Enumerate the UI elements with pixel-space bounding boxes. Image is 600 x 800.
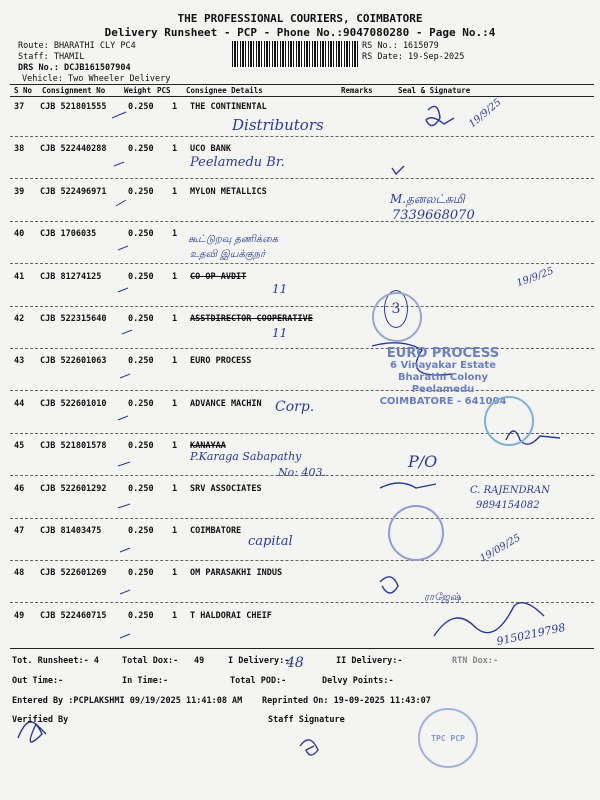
route: Route: BHARATHI CLY PC4 — [18, 41, 136, 51]
tot-runsheet: Tot. Runsheet:- 4 — [12, 656, 99, 666]
row-sno: 48 — [14, 568, 25, 578]
sig-r46 — [380, 483, 436, 488]
row-weight: 0.250 — [128, 229, 154, 239]
hw-circled-3: 3 — [384, 290, 408, 328]
drs-no: DRS No.: DCJB161507904 — [18, 63, 131, 73]
row-consignee: ASSTDIRECTOR COOPERATIVE — [190, 314, 313, 324]
hw-r39-phone: 7339668070 — [392, 208, 475, 223]
row-pcs: 1 — [172, 441, 178, 451]
stamp-euro-name: EURO PROCESS — [386, 346, 500, 361]
row-pcs: 1 — [172, 526, 178, 536]
hw-r40-line2: உதவி இயக்குநர் — [190, 249, 266, 260]
rtn-dox: RTN Dox:- — [452, 656, 499, 666]
rs-date: RS Date: 19-Sep-2025 — [362, 52, 465, 62]
delvy-points: Delvy Points:- — [322, 676, 394, 686]
row-consignment: CJB 1706035 — [40, 229, 97, 239]
row-consignee: SRV ASSOCIATES — [190, 484, 262, 494]
row-weight: 0.250 — [128, 356, 154, 366]
row-weight: 0.250 — [128, 611, 154, 621]
row-weight: 0.250 — [128, 484, 154, 494]
runsheet-subtitle: Delivery Runsheet - PCP - Phone No.:9047080280 - Page No.:4 — [104, 26, 496, 39]
hw-r46-name: C. RAJENDRAN — [470, 485, 550, 496]
hw-distributors: Distributors — [232, 116, 324, 134]
row-weight: 0.250 — [128, 102, 154, 112]
row-pcs: 1 — [172, 356, 178, 366]
row-pcs: 1 — [172, 229, 178, 239]
vehicle: Vehicle: Two Wheeler Delivery — [22, 74, 171, 84]
hw-r45-name: P.Karaga Sabapathy — [190, 450, 302, 463]
col-pcs: PCS — [157, 86, 171, 95]
total-pod: Total POD:- — [230, 676, 287, 686]
col-weight: Weight — [124, 86, 152, 95]
col-seal: Seal & Signature — [398, 86, 471, 95]
row-sno: 49 — [14, 611, 25, 621]
row-consignee: T HALDORAI CHEIF — [190, 611, 272, 621]
total-dox-label: Total Dox:- — [122, 656, 179, 666]
row-weight: 0.250 — [128, 441, 154, 451]
hw-r49-phone: 9150219798 — [495, 620, 567, 649]
row-pcs: 1 — [172, 611, 178, 621]
hw-r45-no: No: 403. — [278, 466, 326, 479]
stamp-euro-addr2: Bharathi Colony — [397, 372, 489, 383]
row-consignment: CJB 81274125 — [40, 272, 102, 282]
row-pcs: 1 — [172, 272, 178, 282]
row-consignment: CJB 521801555 — [40, 102, 107, 112]
rs-no: RS No.: 1615079 — [362, 41, 439, 51]
hw-in-delivery: 48 — [286, 655, 304, 671]
hw-date-a: 19/9/25 — [466, 96, 504, 131]
row-consignment: CJB 522601269 — [40, 568, 107, 578]
row-sno: 37 — [14, 102, 25, 112]
checkmark-r38 — [392, 166, 404, 174]
row-weight: 0.250 — [128, 187, 154, 197]
row-pcs: 1 — [172, 568, 178, 578]
row-sno: 39 — [14, 187, 25, 197]
row-weight: 0.250 — [128, 526, 154, 536]
row-sno: 38 — [14, 144, 25, 154]
row-weight: 0.250 — [128, 568, 154, 578]
stamp-euro-city: COIMBATORE - 641004 — [379, 396, 507, 407]
hw-capital: capital — [248, 534, 293, 549]
col-remarks: Remarks — [341, 86, 373, 95]
stamp-circle-faint — [372, 292, 422, 342]
row-consignee: ADVANCE MACHIN — [190, 399, 262, 409]
hw-corp: Corp. — [275, 399, 315, 415]
row-weight: 0.250 — [128, 314, 154, 324]
row-consignment: CJB 81403475 — [40, 526, 102, 536]
staff-signature: Staff Signature — [268, 715, 345, 725]
row-pcs: 1 — [172, 187, 178, 197]
staff: Staff: THAMIL — [18, 52, 85, 62]
row-sno: 40 — [14, 229, 25, 239]
hw-r46-phone: 9894154082 — [476, 500, 540, 511]
stamp-euro-addr1: 6 Vinayakar Estate — [390, 360, 496, 371]
row-sno: 41 — [14, 272, 25, 282]
row-consignment: CJB 522496971 — [40, 187, 107, 197]
row-consignment: CJB 522601292 — [40, 484, 107, 494]
footer-rule — [10, 648, 594, 649]
row-sno: 45 — [14, 441, 25, 451]
row-pcs: 1 — [172, 314, 178, 324]
row-sno: 42 — [14, 314, 25, 324]
row-sno: 43 — [14, 356, 25, 366]
row-consignment: CJB 522460715 — [40, 611, 107, 621]
row-consignment: CJB 521801578 — [40, 441, 107, 451]
row-pcs: 1 — [172, 144, 178, 154]
sig-r37 — [426, 106, 454, 125]
row-pcs: 1 — [172, 484, 178, 494]
col-consignment: Consignment No — [42, 86, 106, 95]
row-consignment: CJB 522315640 — [40, 314, 107, 324]
total-dox-value: 49 — [194, 656, 205, 666]
col-sno: S No — [14, 86, 33, 95]
verified-by: Verified By — [12, 715, 69, 725]
row-consignee: KANAYAA — [190, 441, 226, 451]
out-time: Out Time:- — [12, 676, 64, 686]
stamp-tpc-pcp: TPC PCP — [418, 708, 478, 768]
stamp-round-blue — [484, 396, 534, 446]
sig-r48 — [380, 577, 398, 593]
row-pcs: 1 — [172, 102, 178, 112]
hw-r41-ditto: 11 — [272, 282, 288, 296]
hw-date-c: 19/09/25 — [478, 532, 523, 565]
hw-r40-line1: கூட்டுறவு தணிக்கை — [188, 234, 279, 245]
hw-date-b: 19/9/25 — [515, 265, 556, 290]
hw-r48: ராஜேஷ் — [424, 592, 462, 603]
stamp-round-r47 — [388, 505, 444, 561]
stamp-euro-addr3: Peelamedu — [411, 384, 475, 395]
i-delivery: I Delivery:- — [228, 656, 290, 666]
hw-peelamedu: Peelamedu Br. — [190, 155, 285, 170]
row-consignment: CJB 522601010 — [40, 399, 107, 409]
row-sno: 44 — [14, 399, 25, 409]
hw-r39-name: M.தனலட்சுமி — [390, 192, 465, 206]
row-consignee: THE CONTINENTAL — [190, 102, 267, 112]
hw-r42-ditto: 11 — [272, 326, 288, 340]
row-consignment: CJB 522601063 — [40, 356, 107, 366]
row-consignee: EURO PROCESS — [190, 356, 252, 366]
tick-marks — [112, 112, 132, 638]
col-consignee: Consignee Details — [186, 86, 263, 95]
sig-r49 — [434, 603, 544, 636]
in-time: In Time:- — [122, 676, 169, 686]
row-consignee: OM PARASAKHI INDUS — [190, 568, 283, 578]
hw-po: P/O — [408, 452, 438, 471]
row-weight: 0.250 — [128, 399, 154, 409]
row-weight: 0.250 — [128, 272, 154, 282]
row-consignee: CO OP AVDIT — [190, 272, 247, 282]
sig-staff — [300, 740, 318, 755]
row-consignee: MYLON METALLICS — [190, 187, 267, 197]
row-consignment: CJB 522440288 — [40, 144, 107, 154]
row-consignee: COIMBATORE — [190, 526, 242, 536]
company-title: THE PROFESSIONAL COURIERS, COIMBATORE — [177, 12, 423, 25]
row-sno: 46 — [14, 484, 25, 494]
row-pcs: 1 — [172, 399, 178, 409]
entered-by: Entered By :PCPLAKSHMI 09/19/2025 11:41:08 AM — [12, 696, 243, 706]
row-consignee: UCO BANK — [190, 144, 231, 154]
row-weight: 0.250 — [128, 144, 154, 154]
row-sno: 47 — [14, 526, 25, 536]
reprinted-on: Reprinted On: 19-09-2025 11:43:07 — [262, 696, 431, 706]
ii-delivery: II Delivery:- — [336, 656, 403, 666]
